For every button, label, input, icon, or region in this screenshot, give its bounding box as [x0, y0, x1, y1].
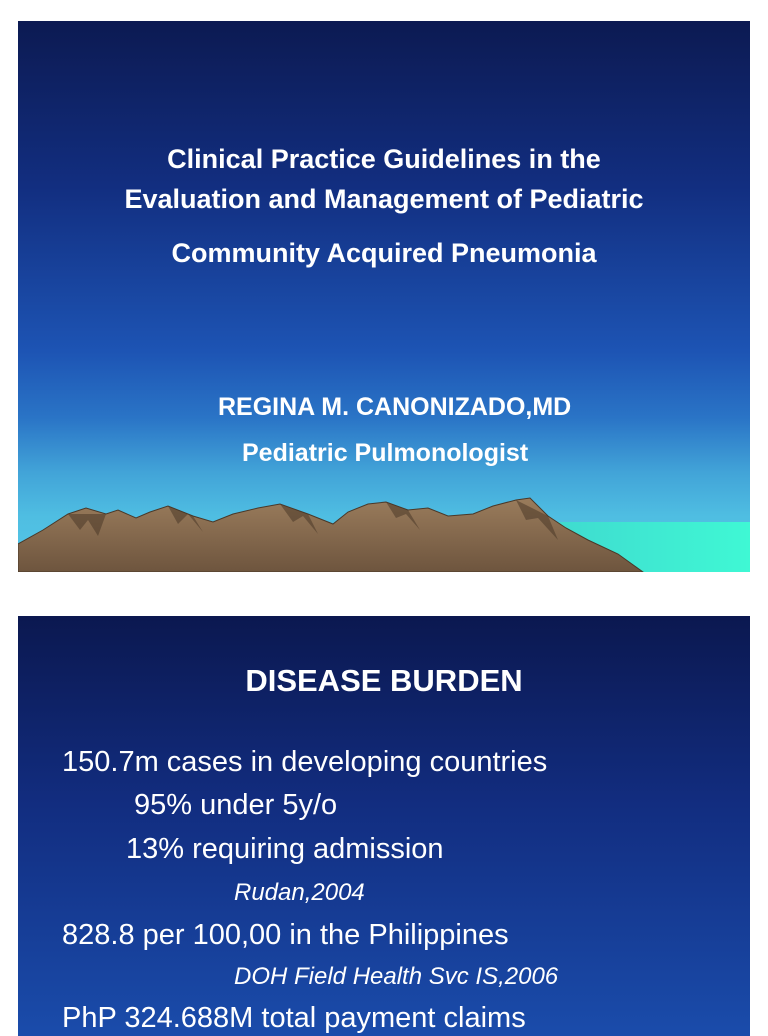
title-line-2: Evaluation and Management of Pediatric: [124, 184, 644, 214]
bullet-payment-claims: PhP 324.688M total payment claims: [62, 1002, 526, 1034]
bullet-under-five: 95% under 5y/o: [134, 789, 338, 821]
title-line-1: Clinical Practice Guidelines in the: [167, 144, 601, 174]
title-line-3: Community Acquired Pneumonia: [171, 238, 597, 268]
mountain-landscape-illustration: [18, 492, 750, 572]
citation-doh: DOH Field Health Svc IS,2006: [234, 963, 559, 990]
citation-rudan: Rudan,2004: [234, 879, 365, 906]
bullet-admission: 13% requiring admission: [126, 833, 444, 865]
bullet-cases: 150.7m cases in developing countries: [62, 746, 548, 778]
author-name: REGINA M. CANONIZADO,MD: [218, 393, 572, 421]
title-slide: [18, 21, 750, 572]
bullet-philippines: 828.8 per 100,00 in the Philippines: [62, 919, 509, 951]
author-role: Pediatric Pulmonologist: [242, 439, 529, 467]
disease-burden-slide: [18, 616, 750, 1036]
mountain-range: [18, 498, 643, 572]
slide-heading: DISEASE BURDEN: [245, 663, 523, 698]
